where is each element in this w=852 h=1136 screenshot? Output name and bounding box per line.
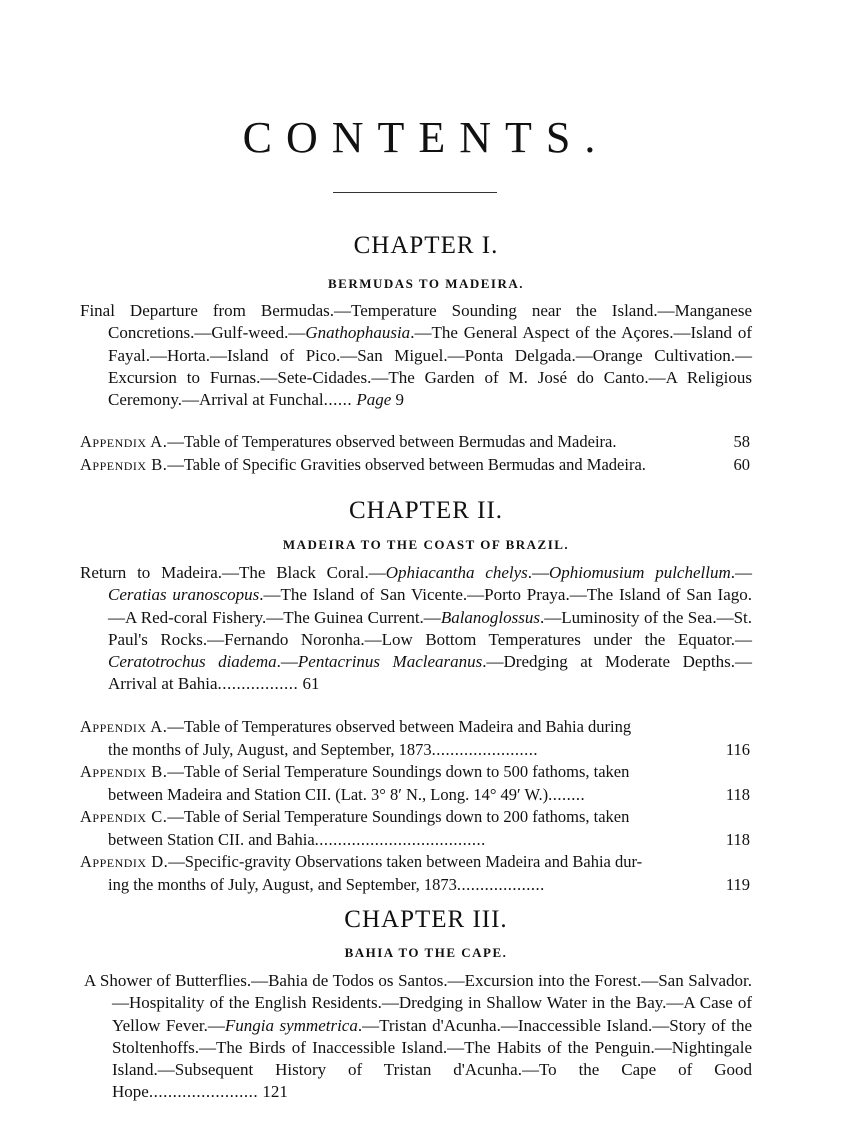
- chapter-2-heading: CHAPTER II.: [348, 497, 504, 524]
- title-divider: [333, 192, 497, 193]
- summary-text: .—The Island of San Vicente.—Porto Praya.—The Island of San Iago.—A Red-coral Fishery.—The Guinea Current.—: [108, 585, 752, 627]
- chapter-3-subtitle: BAHIA TO THE CAPE.: [344, 945, 508, 960]
- appendix-entry: [80, 761, 750, 806]
- chapter-2-summary: [80, 562, 752, 696]
- appendix-entry: [80, 716, 750, 761]
- chapter-3-summary: [84, 970, 752, 1104]
- appendix-text: —Table of Serial Temperature Soundings down to 500 fathoms, taken: [167, 762, 630, 781]
- page-number: 118: [725, 829, 750, 849]
- page-number: 61: [302, 674, 320, 694]
- chapter-1-appendices: [80, 431, 750, 476]
- page-number: 58: [733, 432, 750, 451]
- appendix-label: Appendix A.: [80, 717, 168, 736]
- appendix-label: Appendix A.: [80, 432, 168, 451]
- leader-dots: ......: [323, 390, 353, 410]
- summary-text: Final Departure from Bermudas.—Temperature Sounding near the Island.—Manganese Concretions.—Gulf-weed.—: [80, 301, 752, 343]
- leader-dots: .......................: [148, 1082, 259, 1102]
- page-number: 118: [725, 784, 750, 804]
- page-number: 119: [725, 874, 750, 894]
- summary-text: .—: [730, 563, 752, 582]
- appendix-text: —Table of Temperatures observed between Bermudas and Madeira.: [167, 432, 617, 451]
- page-number: 60: [733, 454, 750, 474]
- appendix-text: the months of July, August, and September, 1873: [108, 739, 432, 759]
- summary-italic: Gnathophausia: [305, 323, 411, 343]
- leader-dots: ...................: [456, 874, 545, 894]
- appendix-text: —Table of Temperatures observed between Madeira and Bahia during: [167, 717, 632, 736]
- appendix-label: Appendix D.: [80, 852, 169, 871]
- appendix-text: between Madeira and Station CII. (Lat. 3° 8′ N., Long. 14° 49′ W.): [108, 784, 549, 804]
- appendix-entry: [80, 806, 750, 851]
- appendix-text: —Specific-gravity Observations taken between Madeira and Bahia dur-: [168, 852, 643, 871]
- summary-text: .—: [276, 652, 298, 672]
- appendix-text: ing the months of July, August, and September, 1873: [108, 874, 457, 894]
- summary-text: .—: [527, 563, 550, 582]
- summary-text: A Shower of Butterflies.—Bahia de Todos os Santos.—Excursion into the Forest.—San Salvador.—Hospitality of the English Residents.—Dredging in Shallow Water in the Bay.—A Case of Yellow Fever.—: [84, 971, 752, 1035]
- chapter-2-appendices: [80, 716, 750, 896]
- chapter-1-summary: [80, 300, 752, 411]
- summary-text: .—Luminosity of the Sea.—St. Paul's Rocks.—Fernando Noronha.—Low Bottom Temperatures under the Equator.—: [108, 607, 752, 649]
- summary-italic: Ceratotrochus diadema: [108, 652, 277, 672]
- chapter-1-subtitle: BERMUDAS TO MADEIRA.: [327, 276, 524, 291]
- page-title: CONTENTS.: [242, 113, 610, 162]
- page-number: 121: [262, 1082, 288, 1102]
- appendix-label: Appendix B.: [80, 762, 168, 781]
- appendix-entry: [80, 851, 750, 896]
- page-label: Page: [356, 390, 392, 410]
- page-number: 9: [395, 390, 405, 410]
- appendix-text: between Station CII. and Bahia: [108, 829, 315, 849]
- summary-text: .—Tristan d'Acunha.—Inaccessible Island.—Story of the Stoltenhoffs.—The Birds of Inaccessible Island.—The Habits of the Penguin.—Nightingale Island.—Subsequent History of Tristan d'Acunha.—To the Cape of Good Hope: [112, 1015, 752, 1102]
- appendix-text: —Table of Serial Temperature Soundings down to 200 fathoms, taken: [167, 807, 630, 826]
- appendix-text: —Table of Specific Gravities observed between Bermudas and Madeira.: [167, 454, 646, 474]
- summary-italic: Fungia symmetrica: [224, 1015, 358, 1035]
- page-number: 116: [725, 739, 750, 759]
- appendix-entry: [80, 431, 750, 454]
- chapter-2-subtitle: MADEIRA TO THE COAST OF BRAZIL.: [282, 537, 570, 552]
- summary-italic: Balanoglossus: [440, 607, 540, 627]
- appendix-label: Appendix C.: [80, 807, 168, 826]
- summary-text: .—The General Aspect of the Açores.—Island of Fayal.—Horta.—Island of Pico.—San Miguel.—Ponta Delgada.—Orange Cultivation.—Excursion to Furnas.—Sete-Cidades.—The Garden of M. José do Canto.—A Religious Ceremony.—Arrival at Funchal: [108, 323, 752, 410]
- summary-italic: Pentacrinus Maclearanus: [297, 652, 483, 672]
- summary-text: Return to Madeira.—The Black Coral.—: [80, 563, 386, 582]
- leader-dots: .................: [217, 674, 299, 694]
- chapter-1-heading: CHAPTER I.: [353, 232, 499, 259]
- chapter-3-heading: CHAPTER III.: [344, 906, 508, 933]
- leader-dots: .....................................: [314, 829, 486, 849]
- leader-dots: ........: [548, 784, 586, 804]
- summary-italic: Ophiomusium pulchellum: [549, 563, 731, 582]
- summary-text: .—Dredging at Moderate Depths.—Arrival at Bahia: [108, 652, 753, 694]
- summary-italic: Ophiacantha chelys: [385, 563, 528, 582]
- leader-dots: .......................: [431, 739, 539, 759]
- appendix-label: Appendix B.: [80, 454, 168, 474]
- summary-italic: Ceratias uranoscopus: [108, 585, 260, 605]
- appendix-entry: [80, 454, 750, 477]
